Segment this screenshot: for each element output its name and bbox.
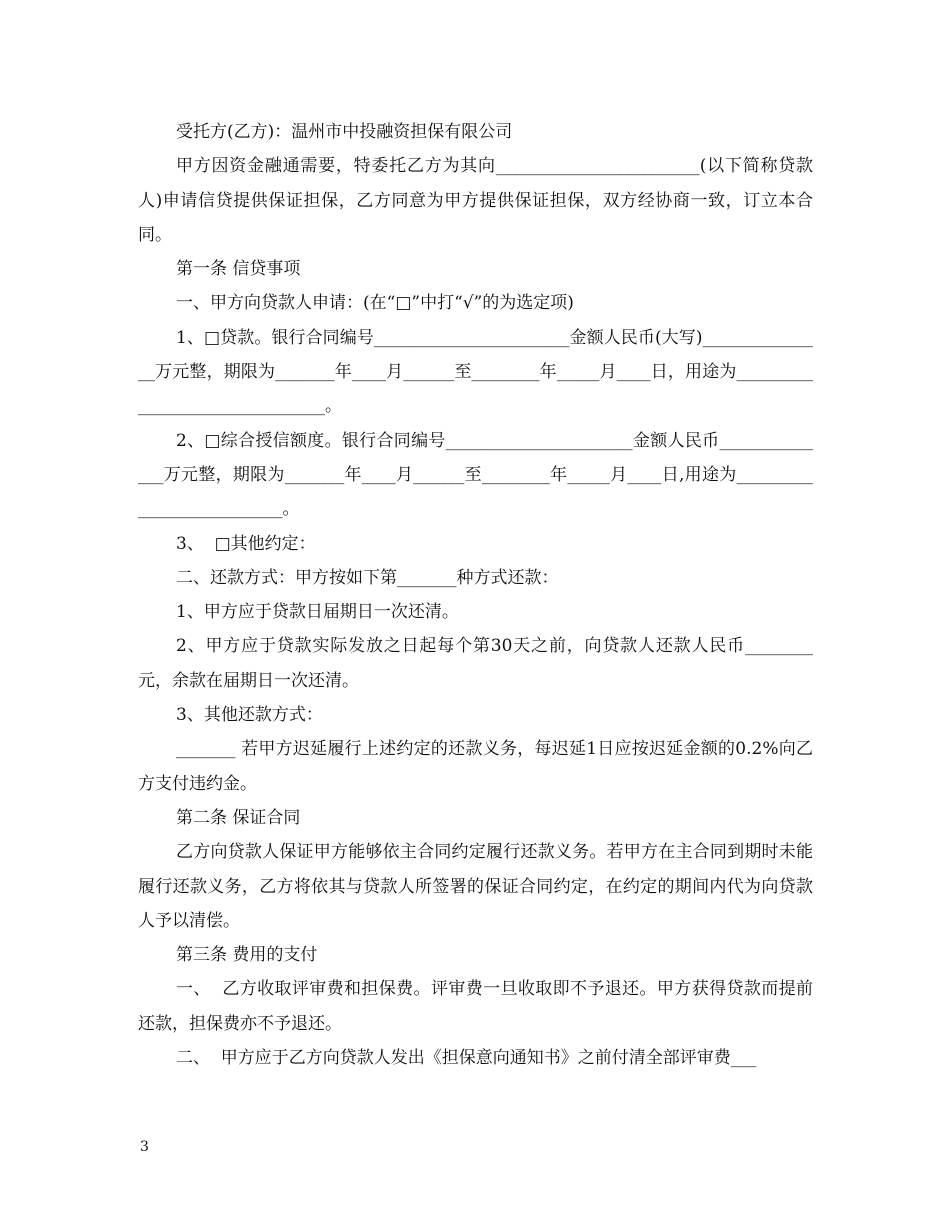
- article-3-heading: 第三条 费用的支付: [176, 945, 318, 966]
- article-2-heading: 第二条 保证合同: [176, 807, 301, 828]
- item-loan: 1、□贷款。银行合同编号_______________________金额人民币(大写)_______________万元整，期限为_______年____月______至________年_____月____日，用途为_______________________________。: [138, 327, 813, 417]
- party-b-line: 受托方(乙方)：温州市中投融资担保有限公司: [176, 122, 513, 142]
- repayment-option-2: 2、甲方应于贷款实际发放之日起每个第30天之前，向贷款人还款人民币________元，余款在届期日一次还清。: [138, 636, 813, 691]
- repayment-option-3: 3、其他还款方式：: [176, 705, 323, 726]
- article-1-heading: 第一条 信贷事项: [176, 259, 301, 280]
- section-application: 一、甲方向贷款人申请：(在“□”中打“√”的为选定项): [176, 293, 574, 314]
- fee-clause-2: 二、 甲方应于乙方向贷款人发出《担保意向通知书》之前付清全部评审费___: [176, 1048, 757, 1069]
- repayment-option-1: 1、甲方应于贷款日届期日一次还清。: [176, 602, 459, 623]
- late-penalty-paragraph: _______ 若甲方迟延履行上述约定的还款义务，每迟延1日应按迟延金额的0.2%向乙方支付违约金。: [138, 739, 813, 794]
- document-body: [138, 115, 813, 1075]
- item-credit-line: 2、□综合授信额度。银行合同编号______________________金额人民币______________万元整，期限为_______年____月______至________年_____月____日,用途为__________________________。: [138, 430, 813, 520]
- fee-clause-1: 一、 乙方收取评审费和担保费。评审费一旦收取即不予退还。甲方获得贷款而提前还款，担保费亦不予退还。: [138, 979, 813, 1034]
- item-other-agreement: 3、 □其他约定：: [176, 533, 316, 554]
- section-repayment: 二、还款方式：甲方按如下第_______种方式还款：: [176, 567, 559, 588]
- page-number: 3: [140, 1139, 149, 1155]
- guarantee-paragraph: 乙方向贷款人保证甲方能够依主合同约定履行还款义务。若甲方在主合同到期时未能履行还款义务，乙方将依其与贷款人所签署的保证合同约定，在约定的期间内代为向贷款人予以清偿。: [138, 842, 813, 931]
- purpose-paragraph: 甲方因资金融通需要，特委托乙方为其向________________________(以下简称贷款人)申请信贷提供保证担保，乙方同意为甲方提供保证担保，双方经协商一致，订立本合同。: [138, 156, 813, 245]
